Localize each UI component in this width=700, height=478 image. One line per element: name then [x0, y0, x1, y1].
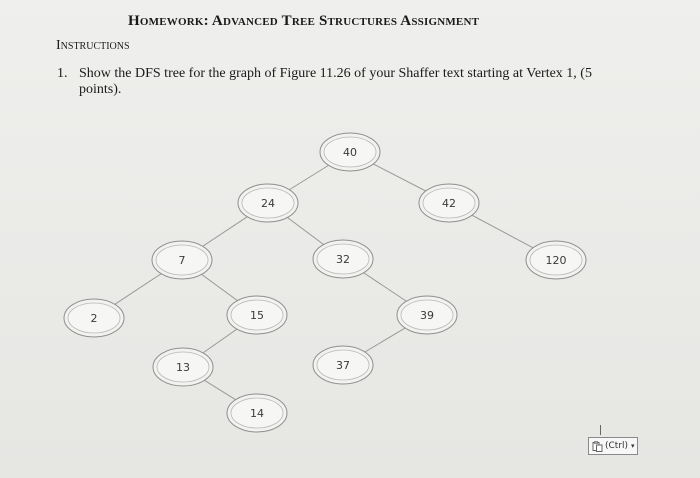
tree-node-24 — [238, 184, 298, 222]
tree-node-40 — [320, 133, 380, 171]
node-label: 42 — [442, 197, 456, 210]
node-label: 32 — [336, 253, 350, 266]
assignment-title: Homework: Advanced Tree Structures Assignment — [128, 13, 480, 29]
question-number: 1. — [57, 66, 68, 81]
tree-node-120 — [526, 241, 586, 279]
node-label: 37 — [336, 359, 350, 372]
tree-node-2 — [64, 299, 124, 337]
node-label: 14 — [250, 407, 264, 420]
text-cursor — [600, 425, 601, 435]
question-text-line2: points). — [79, 82, 122, 97]
node-label: 40 — [343, 146, 357, 159]
node-label: 39 — [420, 309, 434, 322]
question-text-line1: Show the DFS tree for the graph of Figure 11.26 of your Shaffer text starting at Vertex 1, (5 — [79, 66, 592, 81]
chevron-down-icon: ▾ — [631, 442, 635, 450]
node-label: 15 — [250, 309, 264, 322]
tree-node-15 — [227, 296, 287, 334]
tree-node-32 — [313, 240, 373, 278]
tree-node-37 — [313, 346, 373, 384]
node-label: 13 — [176, 361, 190, 374]
tree-node-13 — [153, 348, 213, 386]
tree-node-7 — [152, 241, 212, 279]
clipboard-icon — [592, 441, 603, 452]
node-label: 120 — [545, 254, 567, 267]
tree-node-14 — [227, 394, 287, 432]
node-label: 2 — [90, 312, 98, 325]
instructions-heading: Instructions — [56, 38, 130, 53]
paste-options-label: (Ctrl) — [605, 441, 629, 451]
paste-options-button[interactable] — [588, 437, 638, 455]
tree-node-39 — [397, 296, 457, 334]
node-label: 24 — [261, 197, 275, 210]
node-label: 7 — [178, 254, 186, 267]
tree-node-42 — [419, 184, 479, 222]
